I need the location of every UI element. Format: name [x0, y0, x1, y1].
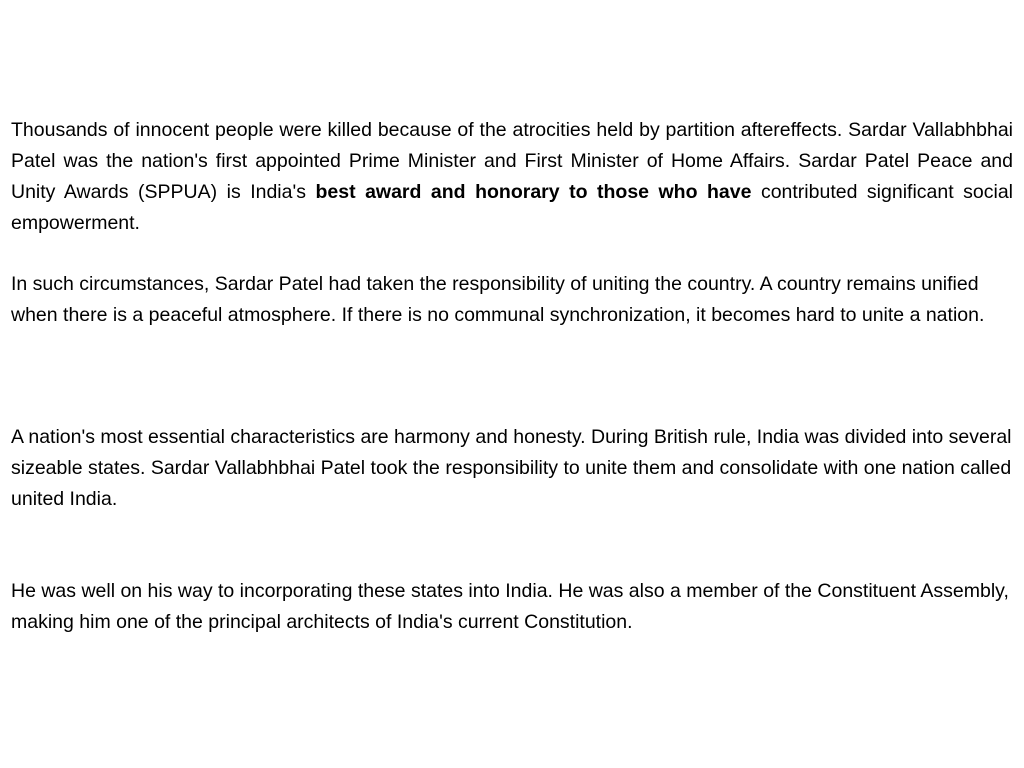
paragraph-text: Thousands of innocent people were killed because of the atrocities held by partition aftereffects. Sardar Vallabhbhai Patel was the nation's first appointed Prime Minister and First Minister of Home Affairs. Sardar Patel Peace and Unity Awards (SPPUA) is India's [11, 119, 1013, 203]
paragraph-harmony-honesty: A nation's most essential characteristics are harmony and honesty. During British rule, India was divided into several sizeable states. Sardar Vallabhbhai Patel took the responsibility to unite them and consolidate with one nation called united India. [11, 426, 1012, 510]
paragraph-uniting-country: In such circumstances, Sardar Patel had taken the responsibility of uniting the country. A country remains unified when there is a peaceful atmosphere. If there is no communal synchronization, it becomes hard to unite a nation. [11, 273, 985, 326]
paragraph-constituent-assembly: He was well on his way to incorporating these states into India. He was also a member of the Constituent Assembly, making him one of the principal architects of India's current Constitution. [11, 580, 1009, 633]
bold-highlight-text: best award and honorary to those who have [315, 181, 752, 203]
paragraph-text-end: contributed significant social empowerment. [11, 181, 1014, 234]
paragraph-partition-aftereffects [11, 115, 1013, 239]
